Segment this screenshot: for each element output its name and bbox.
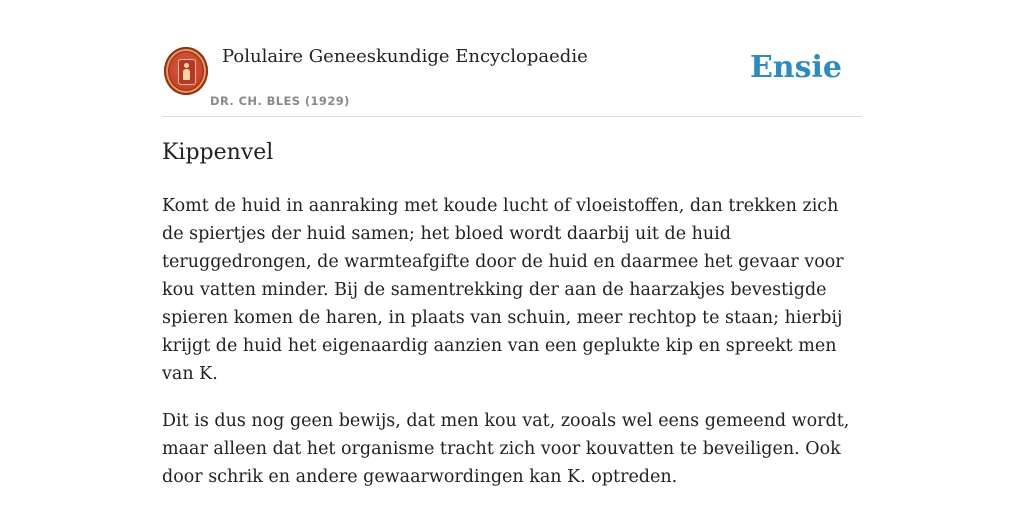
entry-title: Kippenvel [162, 140, 274, 165]
brand-logo[interactable]: Ensie [749, 50, 842, 85]
header [162, 0, 862, 117]
book-author: DR. CH. BLES (1929) [210, 94, 350, 108]
cover-emblem-icon [178, 59, 196, 85]
entry-paragraph: Dit is dus nog geen bewijs, dat men kou vat, zooals wel eens gemeend wordt, maar alleen dat het organisme tracht zich voor kouvatten te beveiligen. Ook door schrik en andere gewaarwordingen kan K. optreden. [162, 411, 850, 487]
page [162, 0, 862, 512]
book-title[interactable]: Polulaire Geneeskundige Encyclopaedie [222, 46, 588, 67]
entry-paragraph: Komt de huid in aanraking met koude lucht of vloeistoffen, dan trekken zich de spiertjes der huid samen; het bloed wordt daarbij uit de huid teruggedrongen, de warmteafgifte door de huid en daarmee het gevaar voor kou vatten minder. Bij de samentrekking der aan de haarzakjes bevestigde spieren komen de haren, in plaats van schuin, meer rechtop te staan; hierbij krijgt de huid het eigenaardig aanzien van een geplukte kip en spreekt men van K. [162, 196, 844, 384]
entry-content [162, 192, 862, 510]
book-cover-icon[interactable] [164, 47, 208, 95]
